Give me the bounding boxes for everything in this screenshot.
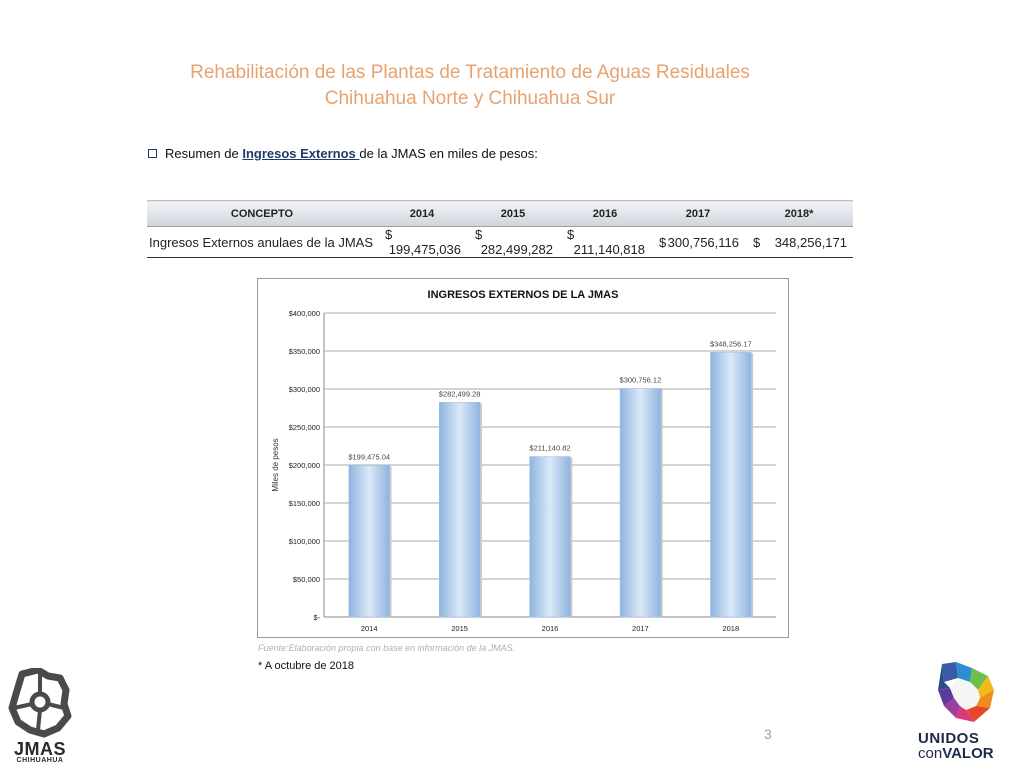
chart-y-axis-label: Miles de pesos: [271, 438, 280, 492]
footnote: * A octubre de 2018: [258, 660, 355, 672]
y-tick-label: $300,000: [288, 385, 320, 394]
checkbox-bullet-icon: [148, 149, 157, 158]
table-row: [147, 227, 853, 258]
y-tick-label: $100,000: [288, 537, 320, 546]
y-tick-label: $400,000: [288, 309, 320, 318]
unidos-logo-line1: UNIDOS: [918, 730, 980, 747]
page-number: 3: [764, 726, 772, 742]
header-2016: 2016: [559, 201, 651, 227]
x-tick-label: 2017: [632, 624, 649, 633]
y-tick-label: $50,000: [292, 575, 320, 584]
unidos-con-valor-logo: [914, 660, 1022, 764]
y-tick-label: $200,000: [288, 461, 320, 470]
currency-sign: $: [475, 227, 483, 242]
summary-emphasis: Ingresos Externos: [242, 146, 360, 161]
value-2014: 199,475,036: [388, 242, 461, 257]
cell-2016: [559, 227, 651, 258]
summary-text: [165, 146, 538, 161]
page-title: [0, 60, 940, 112]
currency-sign: $: [659, 234, 667, 250]
bar-2018: [710, 352, 751, 617]
title-line-1: Rehabilitación de las Plantas de Tratamiento de Aguas Residuales: [190, 62, 750, 83]
header-2018: 2018*: [745, 201, 853, 227]
data-label: $300,756.12: [619, 375, 662, 385]
summary-prefix: Resumen de: [165, 146, 243, 161]
jmas-emblem-icon: [8, 668, 72, 738]
value-2017: 300,756,116: [667, 234, 739, 250]
value-2015: 282,499,282: [480, 242, 553, 257]
bar-2015: [439, 402, 480, 617]
value-2018: 348,256,171: [774, 234, 847, 250]
unidos-logo-con: con: [918, 745, 943, 762]
unidos-logo-valor: VALOR: [942, 745, 994, 762]
data-label: $282,499.28: [438, 389, 481, 399]
data-label: $348,256.17: [709, 339, 752, 349]
y-tick-label: $350,000: [288, 347, 320, 356]
jmas-logo: [8, 668, 72, 766]
summary-bullet: [148, 146, 538, 161]
cell-concept: Ingresos Externos anulaes de la JMAS: [147, 227, 377, 258]
data-label: $211,140.82: [529, 443, 571, 453]
chart-title: INGRESOS EXTERNOS DE LA JMAS: [427, 289, 619, 301]
cell-2018: [745, 227, 853, 258]
x-tick-label: 2014: [360, 624, 378, 633]
currency-sign: $: [385, 227, 393, 242]
currency-sign: $: [753, 234, 761, 250]
jmas-logo-sub: CHIHUAHUA: [16, 757, 64, 764]
x-tick-label: 2016: [541, 624, 559, 633]
unidos-emblem-icon: [914, 660, 1022, 730]
cell-2015: [467, 227, 559, 258]
x-tick-label: 2018: [722, 624, 740, 633]
summary-suffix: de la JMAS en miles de pesos:: [359, 146, 538, 161]
header-concepto: CONCEPTO: [147, 201, 377, 227]
header-2014: 2014: [377, 201, 467, 227]
y-tick-label: $150,000: [288, 499, 320, 508]
value-2016: 211,140,818: [573, 242, 645, 257]
chart-canvas: [258, 279, 788, 637]
income-table: [147, 200, 853, 258]
cell-2017: [651, 227, 745, 258]
data-label: $199,475.04: [348, 452, 391, 462]
header-2017: 2017: [651, 201, 745, 227]
y-tick-label: $-: [313, 613, 320, 622]
cell-2014: [377, 227, 467, 258]
table-header-row: [147, 201, 853, 227]
unidos-logo-line2: [918, 745, 994, 762]
x-tick-label: 2015: [451, 624, 468, 633]
bar-2016: [530, 457, 571, 617]
y-tick-label: $250,000: [288, 423, 320, 432]
bar-2017: [620, 388, 661, 617]
jmas-logo-name: JMAS: [13, 739, 66, 759]
title-line-2: Chihuahua Norte y Chihuahua Sur: [324, 88, 616, 109]
source-note: Fuente:Elaboración propia con base en información de la JMAS.: [258, 643, 516, 653]
income-chart: [257, 278, 789, 638]
header-2015: 2015: [467, 201, 559, 227]
bar-2014: [349, 465, 390, 617]
currency-sign: $: [567, 227, 575, 242]
